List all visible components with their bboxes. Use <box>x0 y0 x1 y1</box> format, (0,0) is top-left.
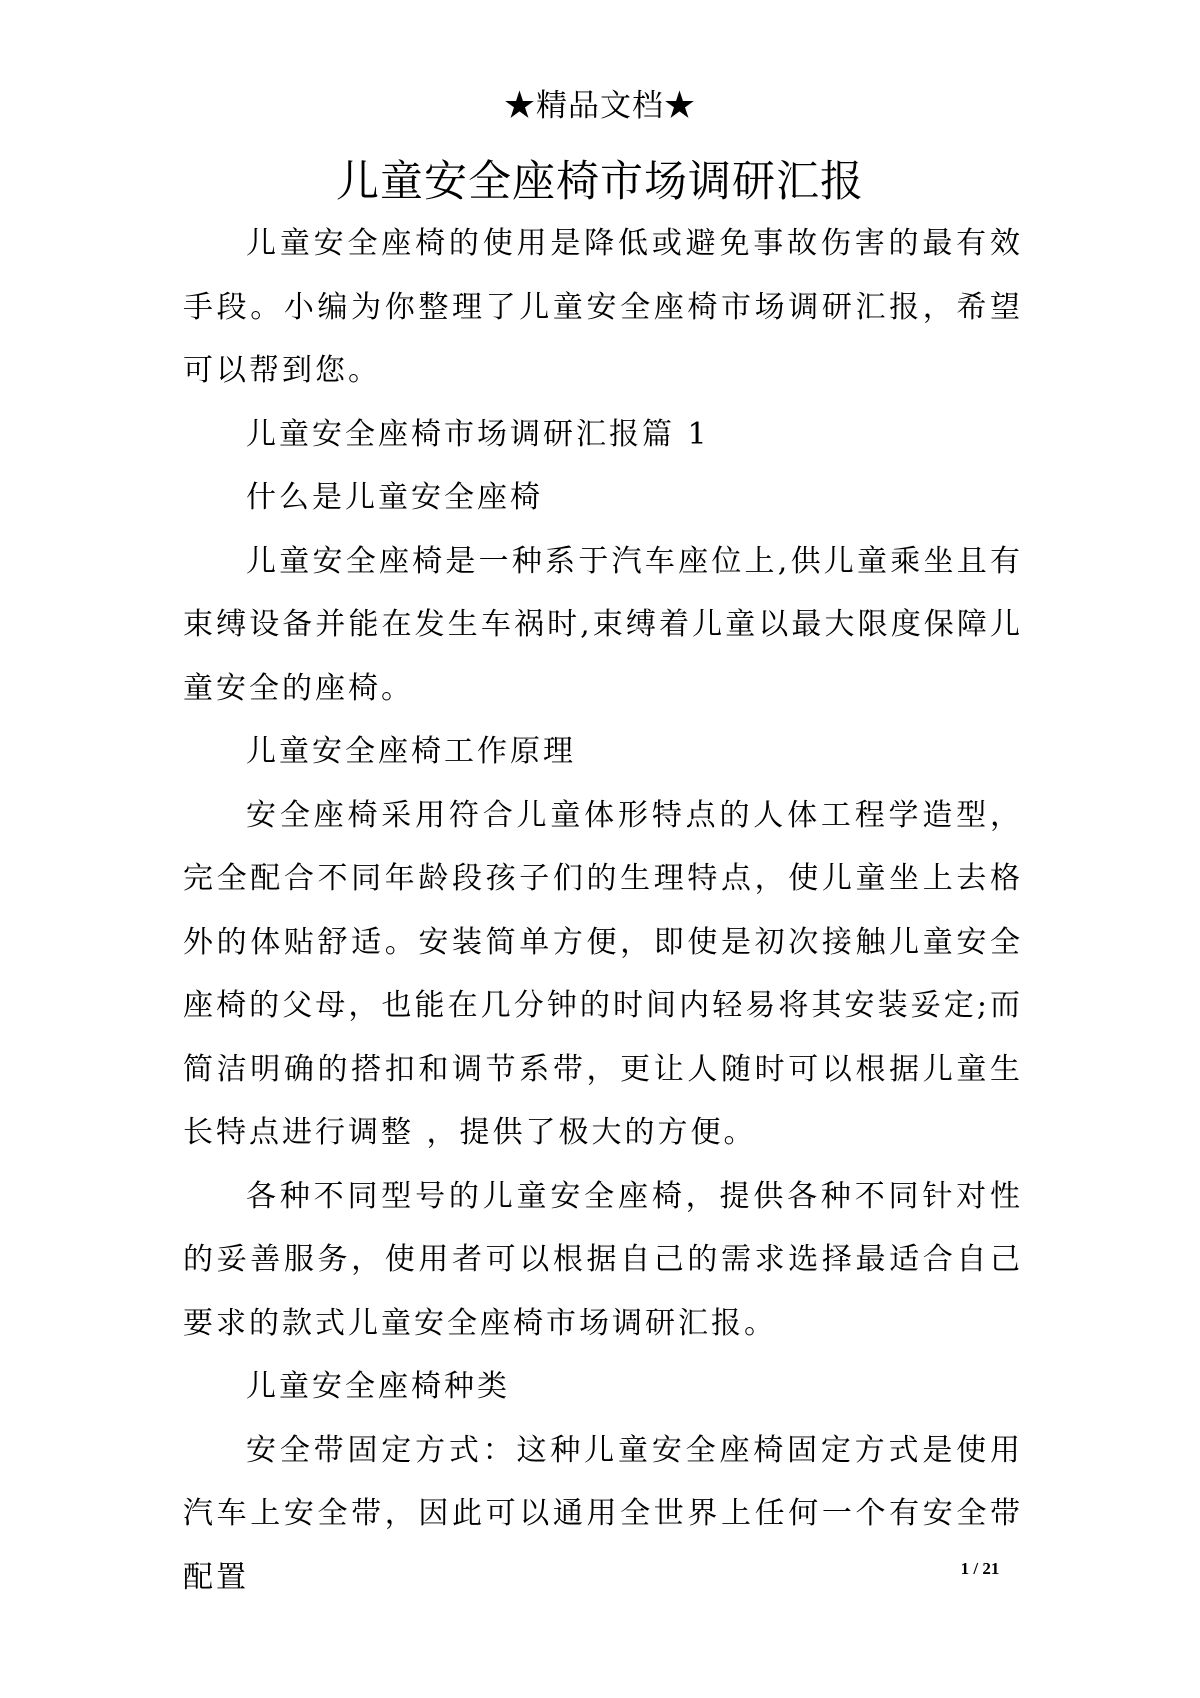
document-body <box>183 212 1023 1609</box>
section-heading-types: 儿童安全座椅种类 <box>246 1369 510 1404</box>
paragraph-seatbelt-fixing: 安全带固定方式：这种儿童安全座椅固定方式是使用汽车上安全带，因此可以通用全世界上任何一个有安全带配置 <box>183 1432 1023 1595</box>
paragraph-definition: 儿童安全座椅是一种系于汽车座位上,供儿童乘坐且有束缚设备并能在发生车祸时,束缚着儿童以最大限度保障儿童安全的座椅。 <box>183 543 1023 706</box>
section-heading-working-principle: 儿童安全座椅工作原理 <box>246 734 576 769</box>
section-heading-what-is: 什么是儿童安全座椅 <box>246 480 543 515</box>
page-number: 1 / 21 <box>960 1559 1000 1578</box>
paragraph-models: 各种不同型号的儿童安全座椅，提供各种不同针对性的妥善服务，使用者可以根据自己的需求选择最适合自己要求的款式儿童安全座椅市场调研汇报。 <box>183 1178 1023 1341</box>
document-title: 儿童安全座椅市场调研汇报 <box>336 157 864 207</box>
header-mark: ★精品文档★ <box>504 88 696 124</box>
section-heading-report-part-1: 儿童安全座椅市场调研汇报篇 1 <box>246 416 710 452</box>
paragraph-intro: 儿童安全座椅的使用是降低或避免事故伤害的最有效手段。小编为你整理了儿童安全座椅市场调研汇报，希望可以帮到您。 <box>183 226 1023 388</box>
paragraph-principle: 安全座椅采用符合儿童体形特点的人体工程学造型，完全配合不同年龄段孩子们的生理特点，使儿童坐上去格外的体贴舒适。安装简单方便，即使是初次接触儿童安全 座椅的父母，也能在几分钟的时间内轻易将其安装妥定;而简洁明确的搭扣和调节系带，更让人随时可以根据儿童生长特点进行调整 ，提供了极大的方便。 <box>183 797 1023 1150</box>
